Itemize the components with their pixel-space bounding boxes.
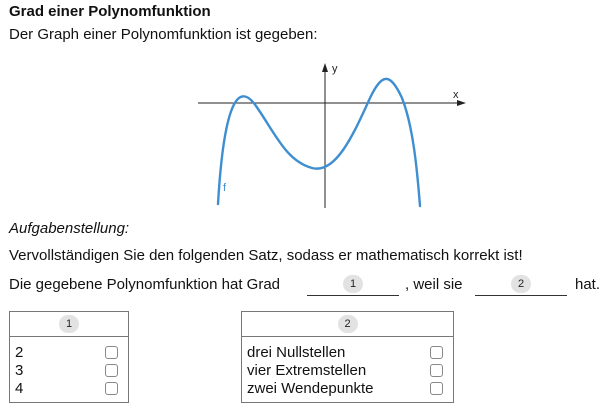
option-row[interactable]: [15, 380, 123, 398]
x-axis-label: x: [453, 89, 459, 101]
option-row[interactable]: [15, 344, 123, 362]
option-row[interactable]: [247, 344, 448, 362]
option-box-2: [241, 311, 454, 403]
gap-1[interactable]: [307, 275, 399, 296]
page-title: Grad einer Polynomfunktion: [9, 3, 211, 20]
option-row[interactable]: [15, 362, 123, 380]
checkbox[interactable]: [105, 364, 118, 377]
option-box-1: [9, 311, 129, 403]
polynomial-curve: [218, 79, 420, 206]
option-label: 3: [15, 362, 24, 379]
curve-label: f: [223, 182, 227, 194]
function-graph: [190, 58, 470, 210]
gap-1-marker: 1: [343, 275, 363, 293]
option-row[interactable]: [247, 380, 448, 398]
y-axis-arrow: [322, 63, 328, 72]
intro-text: Der Graph einer Polynomfunktion ist gegeben:: [9, 26, 318, 43]
option-label: 4: [15, 380, 24, 397]
task-instruction: Vervollständigen Sie den folgenden Satz, sodass er mathematisch korrekt ist!: [9, 247, 523, 264]
checkbox[interactable]: [105, 346, 118, 359]
option-label: drei Nullstellen: [247, 344, 346, 361]
option-row[interactable]: [247, 362, 448, 380]
gap-sentence: [9, 275, 609, 297]
option-box-2-header: [242, 312, 453, 337]
checkbox[interactable]: [430, 346, 443, 359]
y-axis: [322, 63, 328, 208]
gap-2-marker: 2: [511, 275, 531, 293]
sentence-part-1: Die gegebene Polynomfunktion hat Grad: [9, 276, 281, 293]
option-box-2-marker: 2: [338, 315, 358, 333]
option-box-1-header: [10, 312, 128, 337]
y-axis-label: y: [332, 63, 338, 75]
checkbox[interactable]: [105, 382, 118, 395]
checkbox[interactable]: [430, 382, 443, 395]
task-heading: Aufgabenstellung:: [9, 220, 130, 237]
gap-2[interactable]: [475, 275, 567, 296]
sentence-part-2: , weil sie: [405, 276, 463, 293]
x-axis: [198, 100, 466, 106]
sentence-part-3: hat.: [575, 276, 601, 293]
option-label: zwei Wendepunkte: [247, 380, 374, 397]
option-box-1-marker: 1: [59, 315, 79, 333]
option-label: 2: [15, 344, 24, 361]
checkbox[interactable]: [430, 364, 443, 377]
option-label: vier Extremstellen: [247, 362, 367, 379]
